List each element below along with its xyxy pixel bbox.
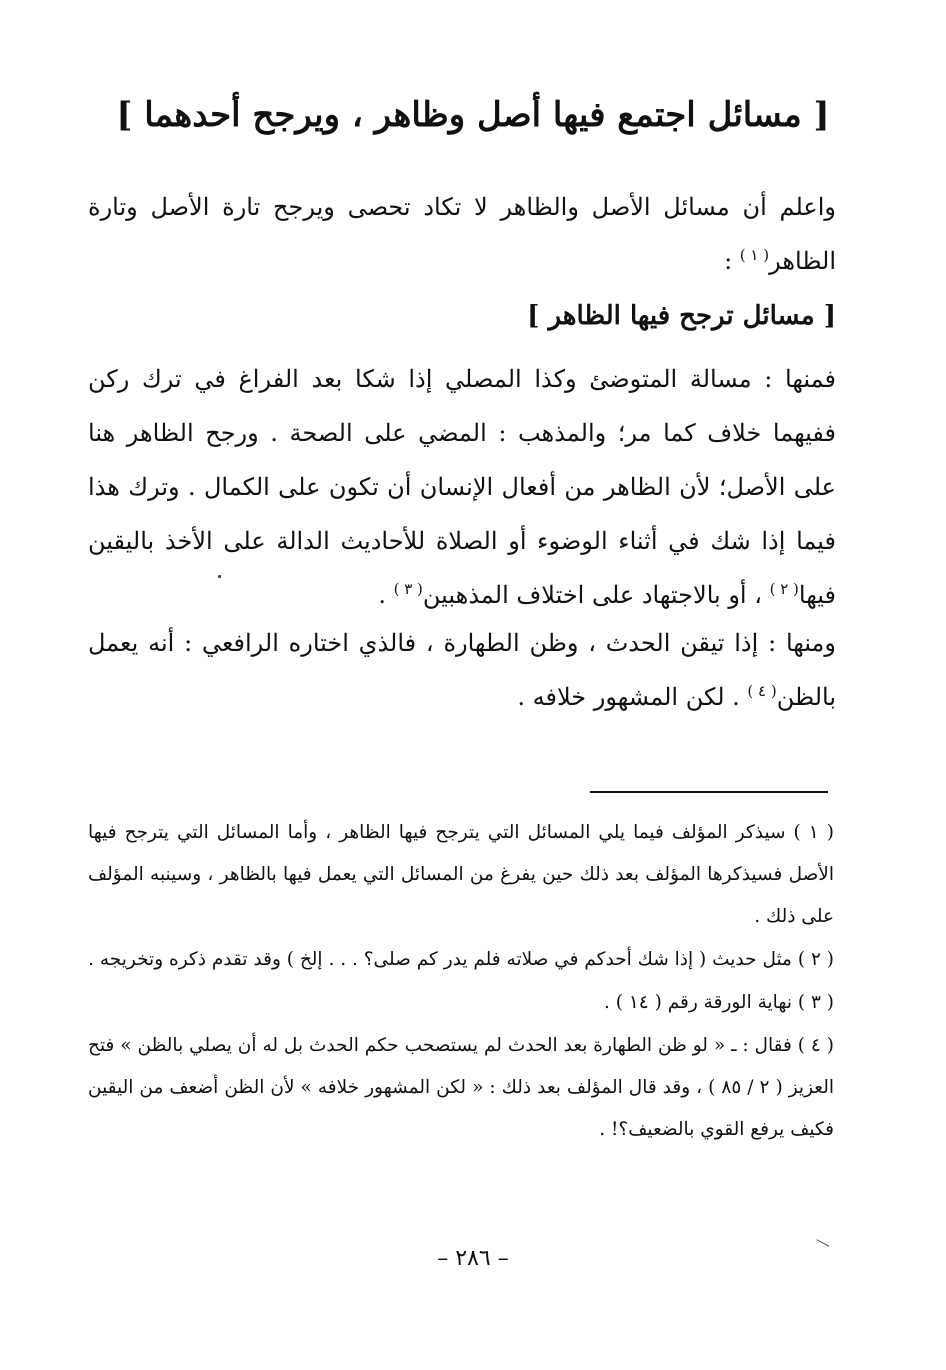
paragraph-2-text-b: . لكن المشهور خلافه .: [517, 683, 748, 711]
paragraph-1-text-c: .: [378, 581, 394, 609]
footnote-ref-1[interactable]: ( ١ ): [739, 246, 770, 264]
paragraph-1-text-b: ، أو بالاجتهاد على اختلاف المذهبين: [422, 581, 770, 609]
footnote-ref-4[interactable]: ( ٤ ): [747, 682, 777, 700]
footnote-2: ( ٢ ) مثل حديث ( إذا شك أحدكم في صلاته فلم يدر كم صلى؟ . . . إلخ ) وقد تقدم ذكره وتخريجه .: [88, 949, 834, 970]
scan-speck: [218, 575, 221, 578]
paragraph-1: [88, 352, 836, 622]
intro-paragraph: [88, 180, 836, 288]
footnote-separator: [590, 791, 828, 793]
footnote-1: ( ١ ) سيذكر المؤلف فيما يلي المسائل التي يترجح فيها الظاهر ، وأما المسائل التي يترجح فيها الأصل فسيذكرها المؤلف بعد ذلك حين يفرغ من المسائل التي يعمل فيها بالظاهر ، وسينبه المؤلف على ذلك .: [88, 822, 834, 927]
footnote-3: ( ٣ ) نهاية الورقة رقم ( ١٤ ) .: [604, 992, 834, 1013]
paragraph-1-text-a: فمنها : مسالة المتوضئ وكذا المصلي إذا شكا بعد الفراغ في ترك ركن ففيهما خلاف كما مر؛ والمذهب : المضي على الصحة . ورجح الظاهر هنا على الأصل؛ لأن الظاهر من أفعال الإنسان أن تكون على الكمال . وترك هذا فيما إذا شك في أثناء الوضوء أو الصلاة للأحاديث الدالة على الأخذ باليقين فيها: [88, 365, 836, 609]
paragraph-2-text-a: ومنها : إذا تيقن الحدث ، وظن الطهارة ، فالذي اختاره الرافعي : أنه يعمل بالظن: [88, 629, 836, 711]
footnote-4: ( ٤ ) فقال : ـ « لو ظن الطهارة بعد الحدث لم يستصحب حكم الحدث بل له أن يصلي بالظن » فتح العزيز ( ٢ / ٨٥ ) ، وقد قال المؤلف بعد ذلك : « لكن المشهور خلافه » لأن الظن أضعف من اليقين فكيف يرفع القوي بالضعيف؟! .: [88, 1035, 834, 1140]
paragraph-2: [88, 616, 836, 724]
footnotes-section: [88, 812, 834, 1152]
page-number: – ٢٨٦ –: [437, 1246, 509, 1271]
section-heading: [ مسائل ترجح فيها الظاهر ]: [527, 301, 836, 331]
intro-tail: :: [724, 247, 740, 275]
footnote-ref-3[interactable]: ( ٣ ): [393, 580, 423, 598]
footnote-ref-2[interactable]: ( ٢ ): [769, 580, 799, 598]
page-title: [ مسائل اجتمع فيها أصل وظاهر ، ويرجح أحدهما ]: [116, 95, 830, 135]
intro-text: واعلم أن مسائل الأصل والظاهر لا تكاد تحصى ويرجح تارة الأصل وتارة الظاهر: [88, 193, 836, 275]
